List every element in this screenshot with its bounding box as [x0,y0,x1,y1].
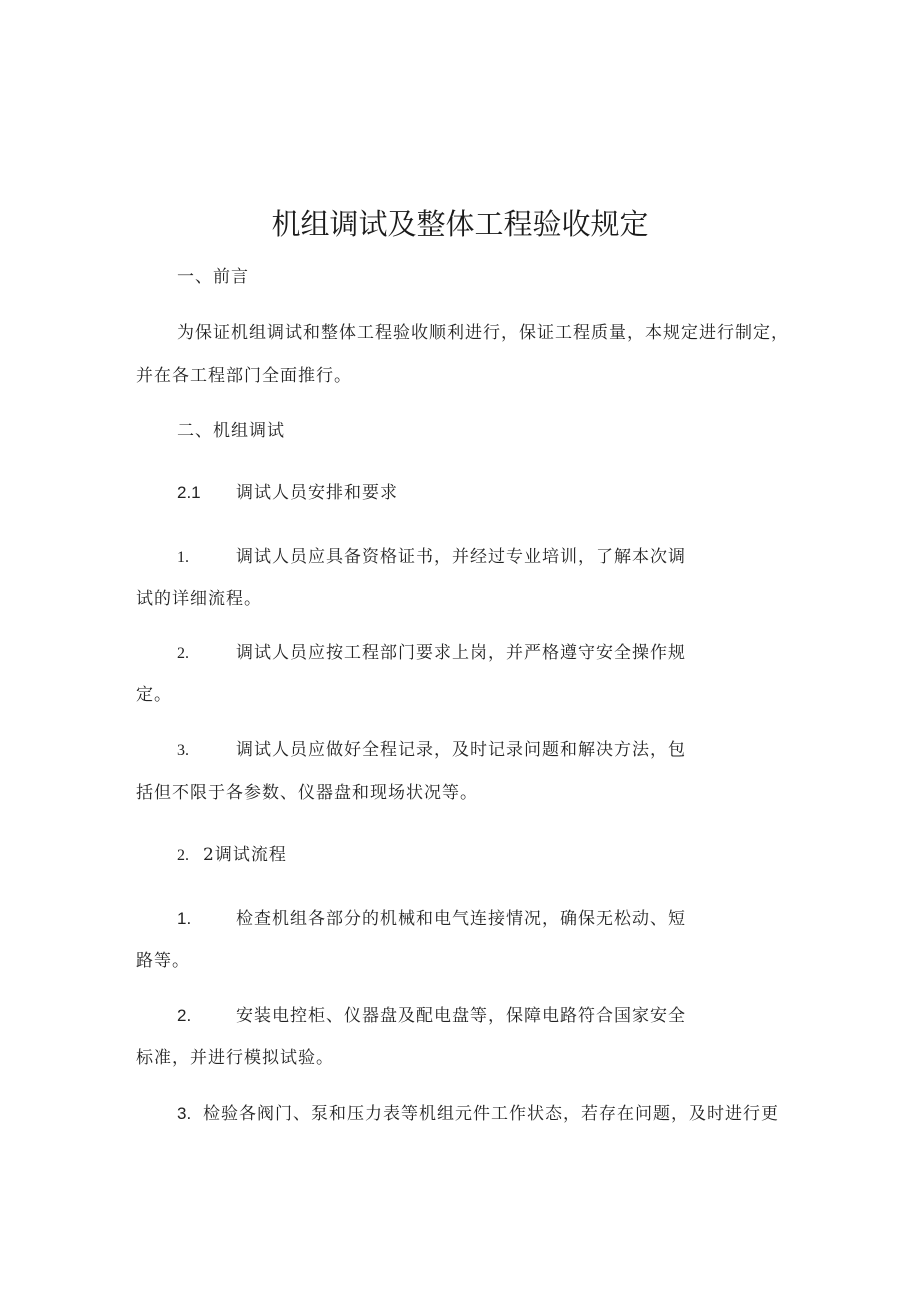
list-item-line-1: 调试人员应按工程部门要求上岗，并严格遵守安全操作规 [236,643,686,663]
subsection-heading-personnel: 调试人员安排和要求 [236,483,398,503]
list-item-line-1: 检验各阀门、泵和压力表等机组元件工作状态，若存在问题，及时进行更 [203,1104,779,1124]
section-heading-preface: 一、前言 [177,267,249,287]
list-item-line-1: 调试人员应做好全程记录，及时记录问题和解决方法，包 [236,740,686,760]
list-item-line-1: 调试人员应具备资格证书，并经过专业培训，了解本次调 [236,547,686,567]
document-title: 机组调试及整体工程验收规定 [271,207,649,241]
list-item-line-2: 试的详细流程。 [136,589,262,609]
list-item-number: 3. [177,1104,192,1123]
list-item-number: 1. [177,909,192,928]
list-item-number: 2. [177,1006,192,1025]
preface-paragraph-line-2: 并在各工程部门全面推行。 [136,366,352,386]
section-heading-commissioning: 二、机组调试 [177,421,285,441]
list-item-number: 1. [177,549,189,566]
subsection-number-2-2: 2. [177,847,189,864]
subsection-number-2-1: 2.1 [177,483,201,502]
list-item-line-2: 括但不限于各参数、仪器盘和现场状况等。 [136,783,478,803]
list-item-line-2: 定。 [136,685,172,705]
subsection-heading-process: 2调试流程 [203,845,287,865]
list-item-number: 3. [177,742,189,759]
list-item-line-2: 路等。 [136,951,190,971]
list-item-line-2: 标准，并进行模拟试验。 [136,1048,334,1068]
preface-paragraph-line-1: 为保证机组调试和整体工程验收顺利进行，保证工程质量，本规定进行制定， [177,323,789,343]
list-item-line-1: 安装电控柜、仪器盘及配电盘等，保障电路符合国家安全 [236,1006,686,1026]
list-item-number: 2. [177,645,189,662]
list-item-line-1: 检查机组各部分的机械和电气连接情况，确保无松动、短 [236,909,686,929]
